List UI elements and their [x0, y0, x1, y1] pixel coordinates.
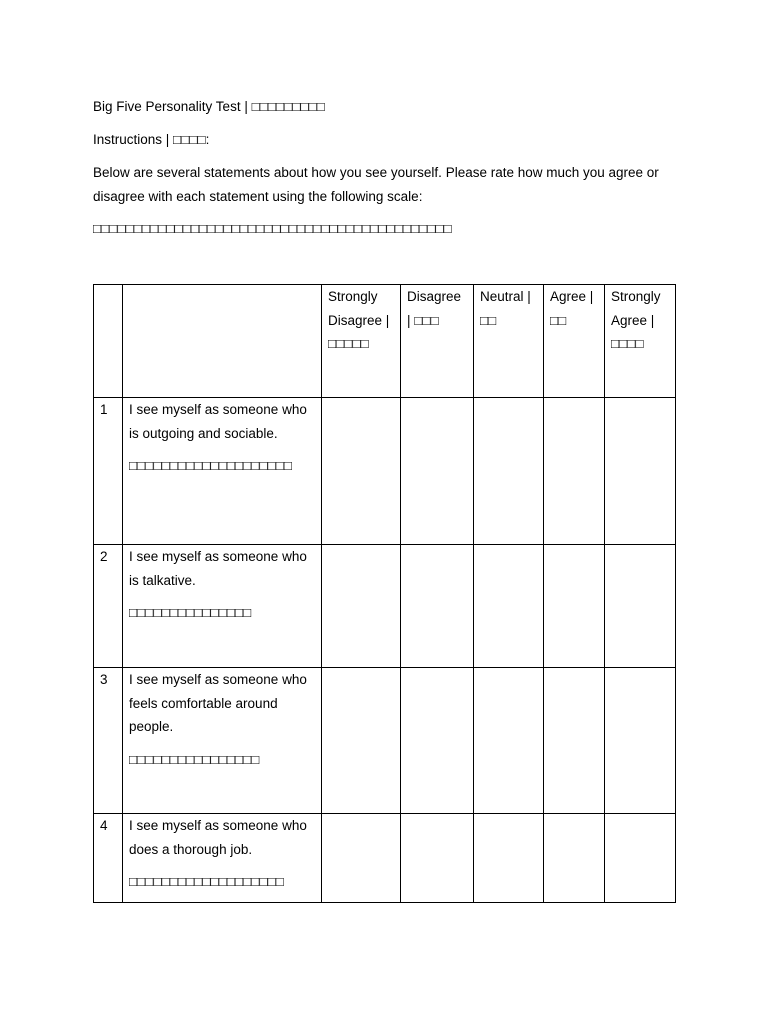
- document-title: Big Five Personality Test | □□□□□□□□□: [93, 99, 325, 114]
- statement-cell: [123, 398, 322, 545]
- rating-cell-strongly-agree[interactable]: [605, 545, 676, 668]
- row-number: 3: [94, 668, 123, 814]
- row-number: 2: [94, 545, 123, 668]
- header-agree: Agree | □□: [544, 285, 605, 398]
- rating-cell-agree[interactable]: [544, 668, 605, 814]
- rating-cell-strongly-disagree[interactable]: [322, 814, 401, 903]
- rating-cell-disagree[interactable]: [401, 545, 474, 668]
- header-strongly-disagree: Strongly Disagree | □□□□□: [322, 285, 401, 398]
- header-number-cell: [94, 285, 123, 398]
- header-statement-cell: [123, 285, 322, 398]
- rating-cell-disagree[interactable]: [401, 668, 474, 814]
- rating-cell-strongly-agree[interactable]: [605, 668, 676, 814]
- rating-cell-disagree[interactable]: [401, 398, 474, 545]
- statement-cn: □□□□□□□□□□□□□□□□□□□: [129, 874, 284, 889]
- statement-en: I see myself as someone who is outgoing and sociable.: [129, 402, 307, 441]
- rating-cell-strongly-disagree[interactable]: [322, 668, 401, 814]
- row-number: 1: [94, 398, 123, 545]
- statement-en: I see myself as someone who is talkative.: [129, 549, 307, 588]
- rating-cell-disagree[interactable]: [401, 814, 474, 903]
- rating-cell-strongly-agree[interactable]: [605, 398, 676, 545]
- rating-cell-strongly-disagree[interactable]: [322, 398, 401, 545]
- statement-cell: [123, 668, 322, 814]
- table-row: [94, 668, 676, 814]
- rating-table: [93, 284, 676, 903]
- rating-cell-neutral[interactable]: [474, 668, 544, 814]
- rating-cell-strongly-disagree[interactable]: [322, 545, 401, 668]
- rating-cell-agree[interactable]: [544, 545, 605, 668]
- statement-cn: □□□□□□□□□□□□□□□□: [129, 751, 260, 767]
- rating-cell-neutral[interactable]: [474, 814, 544, 903]
- header-disagree: Disagree | □□□: [401, 285, 474, 398]
- rating-cell-strongly-agree[interactable]: [605, 814, 676, 903]
- statement-cell: [123, 545, 322, 668]
- header-neutral: Neutral | □□: [474, 285, 544, 398]
- statement-cn: □□□□□□□□□□□□□□□: [129, 605, 252, 620]
- rating-cell-agree[interactable]: [544, 814, 605, 903]
- row-number: 4: [94, 814, 123, 903]
- statement-cn: □□□□□□□□□□□□□□□□□□□□: [129, 458, 293, 473]
- instructions-label: Instructions | □□□□:: [93, 132, 210, 147]
- table-row: [94, 398, 676, 545]
- rating-cell-agree[interactable]: [544, 398, 605, 545]
- statement-en: I see myself as someone who does a thorough job.: [129, 818, 307, 857]
- rating-cell-neutral[interactable]: [474, 398, 544, 545]
- statement-cell: [123, 814, 322, 903]
- header-strongly-agree: Strongly Agree | □□□□: [605, 285, 676, 398]
- instructions-text-cn: □□□□□□□□□□□□□□□□□□□□□□□□□□□□□□□□□□□□□□□□□□□□: [93, 221, 452, 236]
- table-row: [94, 545, 676, 668]
- rating-cell-neutral[interactable]: [474, 545, 544, 668]
- instructions-text-en: Below are several statements about how you see yourself. Please rate how much you agree or disagree with each statement using the following scale:: [93, 165, 659, 204]
- table-header-row: [94, 285, 676, 398]
- statement-en: I see myself as someone who feels comfortable around people.: [129, 672, 307, 734]
- table-row: [94, 814, 676, 903]
